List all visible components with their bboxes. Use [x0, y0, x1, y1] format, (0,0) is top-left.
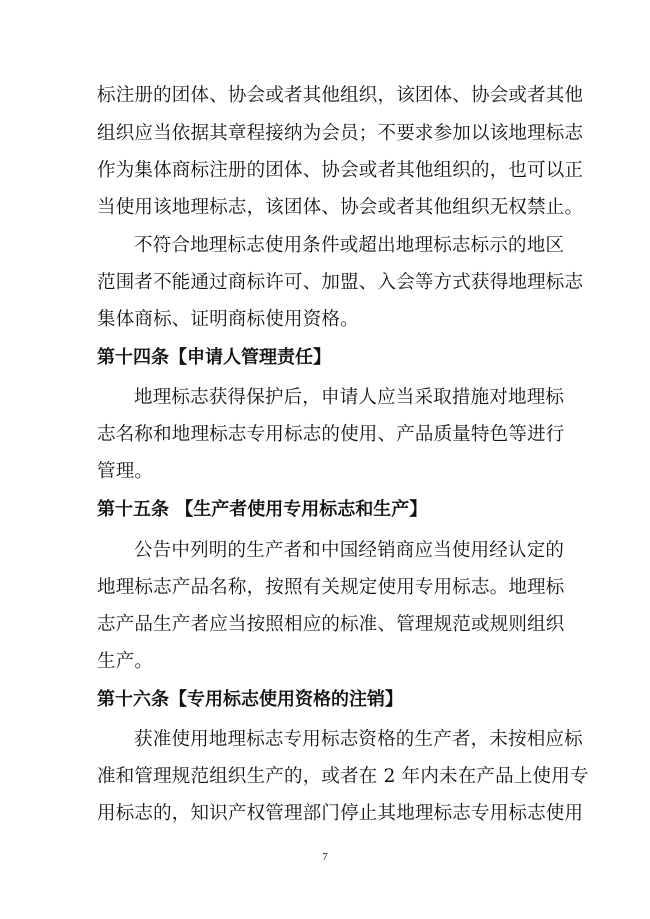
- paragraph-line: 不符合地理标志使用条件或超出地理标志标示的地区: [134, 235, 565, 256]
- paragraph-line: 志名称和地理标志专用标志的使用、产品质量特色等进行: [97, 424, 565, 445]
- paragraph-line: 公告中列明的生产者和中国经销商应当使用经认定的: [134, 540, 565, 561]
- paragraph-line: 标注册的团体、协会或者其他组织，该团体、协会或者其他: [97, 85, 584, 106]
- paragraph-line: 管理。: [97, 461, 154, 482]
- paragraph-line: 准和管理规范组织生产的，或者在 2 年内未在产品上使用专: [97, 766, 589, 787]
- page-number: 7: [322, 851, 328, 863]
- paragraph-line: 志产品生产者应当按照相应的标准、管理规范或规则组织: [97, 614, 565, 635]
- article-heading: 第十四条【申请人管理责任】: [97, 347, 331, 368]
- article-heading: 第十六条【专用标志使用资格的注销】: [97, 689, 403, 710]
- paragraph-line: 地理标志产品名称，按照有关规定使用专用标志。地理标: [97, 577, 565, 598]
- paragraph-line: 集体商标、证明商标使用资格。: [97, 309, 359, 330]
- paragraph-line: 生产。: [97, 651, 154, 672]
- paragraph-line: 作为集体商标注册的团体、协会或者其他组织的，也可以正: [97, 160, 584, 181]
- paragraph-line: 范围者不能通过商标许可、加盟、入会等方式获得地理标志: [97, 272, 584, 293]
- paragraph-line: 组织应当依据其章程接纳为会员；不要求参加以该地理标志: [97, 123, 584, 144]
- paragraph-line: 用标志的，知识产权管理部门停止其地理标志专用标志使用: [97, 803, 584, 824]
- paragraph-line: 地理标志获得保护后，申请人应当采取措施对地理标: [134, 387, 565, 408]
- paragraph-line: 获准使用地理标志专用标志资格的生产者，未按相应标: [134, 729, 583, 750]
- article-heading: 第十五条 【生产者使用专用标志和生产】: [97, 499, 428, 520]
- paragraph-line: 当使用该地理标志，该团体、协会或者其他组织无权禁止。: [97, 197, 584, 218]
